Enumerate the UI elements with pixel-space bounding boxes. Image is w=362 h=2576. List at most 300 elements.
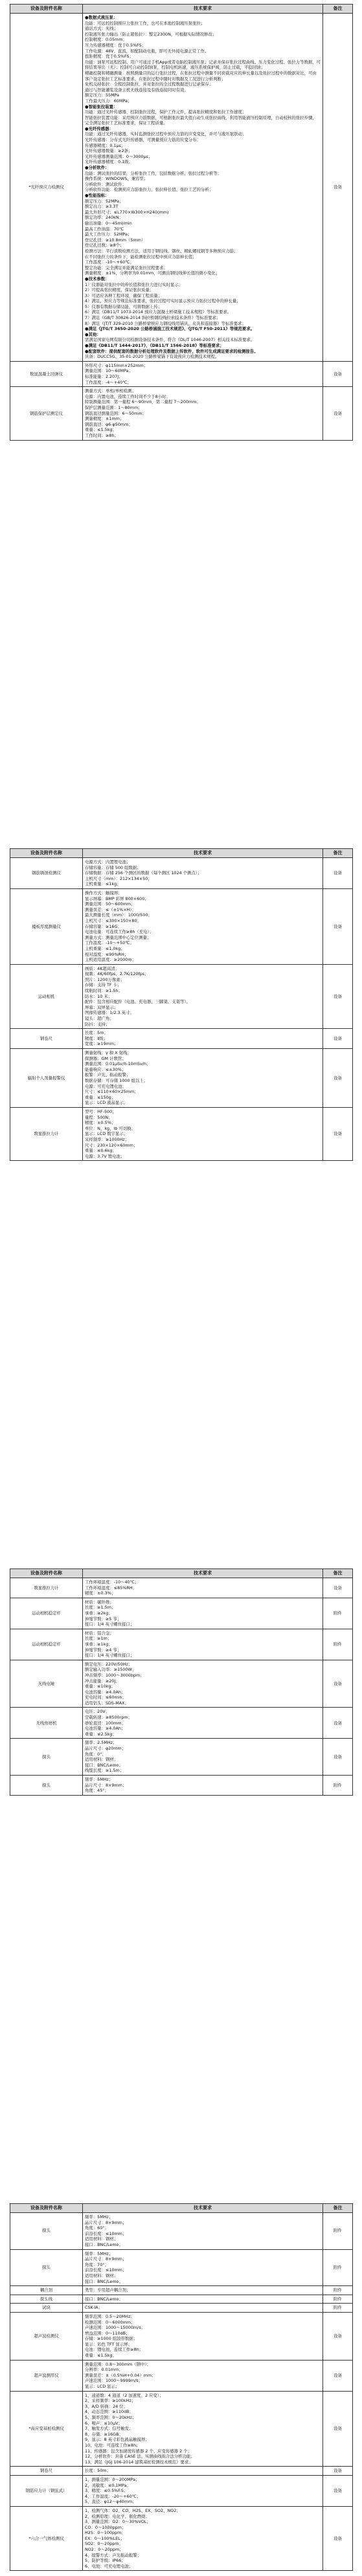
requirement-line: 测量误差：±（0.5%H+0.04）mm； — [85, 2372, 156, 2378]
requirement-line: ●其他： — [85, 331, 101, 337]
item-name-cell: 探头 — [10, 2213, 83, 2250]
requirement-line: 工作电源：48V、直流，如配制动电瓶，即可无外接电源正常工作。 — [85, 48, 209, 54]
requirement-line: 精度：Ⅱ级； — [85, 1035, 108, 1041]
requirement-line: 材质：碳纤维； — [85, 1599, 114, 1605]
item-name-cell: 钢筋保护层测定仪 — [10, 387, 83, 440]
item-name-cell: 运动相机稳定杆 — [10, 1629, 83, 1660]
requirement-line: 宽度：≥19mm； — [85, 1041, 119, 1047]
requirement-line: 显示：LCD 显示； — [85, 2384, 120, 2390]
requirement-line: 尺寸：≤110×60×25mm； — [85, 1089, 139, 1095]
requirement-line: 13、满足《JGJ 106-2014 建筑基桩检测技术规范》要求。 — [85, 2459, 193, 2465]
item-name-cell: *六合一气体检测仪 — [10, 2506, 83, 2571]
item-name-cell: 楼板厚度测量仪 — [10, 888, 83, 964]
requirement-cell — [83, 2391, 323, 2467]
requirement-cell — [83, 2360, 323, 2391]
note-cell: 设备 — [323, 1107, 353, 1160]
requirement-line: 显示：彩色 TFT 显示屏； — [85, 2341, 132, 2347]
requirement-line: 适用材料：钢材； — [85, 1757, 119, 1763]
requirement-line: 尺寸：230×120×60mm； — [85, 1142, 138, 1148]
requirement-line: 晶片尺寸：φ20mm； — [85, 1746, 126, 1752]
requirement-line: 防抖：支持； — [85, 1021, 110, 1027]
note-cell: 设备 — [323, 2467, 353, 2476]
requirement-line: 光纤传感器精度：0.1级； — [85, 159, 133, 165]
requirement-line: 保护层测量范围：1～80mm； — [85, 404, 142, 410]
note-cell: 设备 — [323, 1049, 353, 1108]
requirement-line: ●性能指标： — [85, 193, 109, 198]
requirement-line: 数据存储：可存储 1000 组以上； — [85, 1077, 148, 1083]
requirement-line: 相对湿度：≤90%RH； — [85, 951, 129, 957]
requirement-cell — [83, 2286, 323, 2295]
table-row — [10, 1708, 353, 1739]
requirement-line: 5、直径：φ12～φ40mm； — [85, 2499, 137, 2505]
table-row — [10, 964, 353, 1029]
table-row — [10, 2249, 353, 2286]
requirement-line: 具备：DUCC5G、35-01-2020 公路桥梁锚下有效预应力检测技术规程。 — [85, 354, 220, 360]
requirement-line: 10、电池：可连续工作≥8h； — [85, 2442, 141, 2448]
requirement-cell — [83, 2475, 323, 2506]
requirement-line: 伸缩节数：≥4 节； — [85, 1647, 122, 1653]
requirement-line: 2、检测原理：电化学、催化燃烧； — [85, 2513, 150, 2519]
requirement-line: 电源：可充电锂电池； — [85, 1083, 126, 1089]
requirement-cell — [83, 1660, 323, 1708]
requirement-line: 长度：≥1.5m； — [85, 1605, 116, 1611]
requirement-line: 电池容量：≥4.0Ah； — [85, 1726, 126, 1732]
requirement-line: 功能：油泵可远程控制、用户可通过手机App或者电脑控制液压泵；记录并保存张拉过程曲线、压力变化过程、张拉力等数据，可将结果导出（无）；控制可自动控制油泵，控制电机转速，液压系统保护阀，防止过载，平稳回油； — [85, 59, 321, 71]
requirement-line: 砂轮直径：100mm； — [85, 1720, 126, 1726]
note-cell: 设备 — [323, 1578, 353, 1598]
requirement-line: 控制精度：0.05mm； — [85, 37, 128, 43]
item-name-cell: 钢筋锈蚀检测仪 — [10, 858, 83, 889]
requirement-line: 额定出力：≥3.3T — [85, 204, 119, 210]
requirement-line: 光纤传感器数量：≥2条； — [85, 148, 133, 154]
note-cell: 设备 — [323, 2391, 353, 2467]
requirement-line: 4、动态范围：≥110dB； — [85, 2409, 133, 2415]
note-cell: 设备 — [323, 1660, 353, 1708]
requirement-line: 7、触发方式：信号触发； — [85, 2426, 133, 2432]
table-row — [10, 14, 353, 362]
requirement-line: 1、通道数：4 通道（2 加速度、2 应变）； — [85, 2392, 164, 2398]
requirement-line: 存储数据：存储 256 个测区的数据（每个测区 1024 个测点）； — [85, 870, 202, 876]
requirement-cell — [83, 2249, 323, 2286]
requirement-line: 照片：1200万像素； — [85, 976, 124, 982]
requirement-cell — [83, 2213, 323, 2250]
requirement-line: 能量响应：≤±30%； — [85, 1066, 126, 1072]
table-row — [10, 1578, 353, 1598]
requirement-line: 操作方式：触摸屏； — [85, 890, 122, 896]
requirement-line: 测量范围：0.01μSv/h-10mSv/h； — [85, 1061, 151, 1067]
requirement-line: 通讯方式：无线； — [85, 26, 119, 32]
requirement-line: 重量：≤10kg； — [85, 1684, 115, 1690]
item-name-cell: 试块 — [10, 2304, 83, 2313]
requirement-line: 特别测量范围：第一量程 6～90mm，第二量程 7～200mm； — [85, 399, 201, 405]
requirement-line: 工作环境湿度：≤85%RH； — [85, 1585, 137, 1591]
requirement-line: 重量：≤0.6kg； — [85, 1148, 117, 1154]
requirement-line: 最大工作压力：52MPa； — [85, 232, 132, 237]
requirement-line: 工作温度：-10～+60℃； — [85, 259, 134, 265]
requirement-line: 晶片尺寸：8×9mm； — [85, 1782, 127, 1788]
requirement-line: 测量范围：10～60MPa； — [85, 368, 133, 374]
header-name: 设备及附件名称 — [10, 1569, 83, 1578]
requirement-line: 最大测量长度（mm）：1000/500； — [85, 912, 152, 918]
requirement-line: 最高工作油温：70℃ — [85, 226, 124, 232]
requirement-line: 分析软件功能：检测预应力筋张拉力、张拉伸长值、张拉工艺的分析； — [85, 187, 214, 193]
requirement-line: CSK-IA； — [85, 2305, 102, 2311]
item-name-cell: 钢卷尺 — [10, 1029, 83, 1049]
note-cell: 设备 — [323, 1029, 353, 1049]
requirement-line: 功能：可远控控制预应力张拉工作，也可在本地控制液压泵张拉； — [85, 20, 205, 26]
table-row — [10, 387, 353, 440]
requirement-line: 7）满足《GB/T 30826-2014 斜拉桥钢绞线拉索技术条件》等标准要求； — [85, 315, 221, 321]
item-name-cell: 数显推拉力计 — [10, 1107, 83, 1160]
note-cell: 附件 — [323, 2286, 353, 2295]
requirement-line: 频率范围：0.5～20MHz； — [85, 2313, 135, 2319]
requirement-line: 晶片尺寸：8×9mm； — [85, 2219, 127, 2225]
table-row — [10, 1660, 353, 1708]
note-cell: 设备 — [323, 964, 353, 1029]
requirement-line: 需满足国家电网有限公司检测设备技术条件，符合《DL/T 1046-2007》相关技术标准要求。 — [85, 337, 255, 343]
requirement-line: 角度：60°； — [85, 2225, 109, 2231]
requirement-line: 续航时间：≥1.5h； — [85, 988, 122, 994]
requirement-cell — [83, 2295, 323, 2304]
table-row — [10, 2475, 353, 2506]
requirement-line: 工作温度：-4～+40℃； — [85, 379, 131, 385]
requirement-cell — [83, 2304, 323, 2313]
requirement-line: 工作环境温度：-10～40℃； — [85, 1580, 139, 1585]
requirement-line: 采样频率：≥1000Hz； — [85, 1136, 130, 1142]
requirement-line: 电源：内置电池，连续工作时间不少于8小时； — [85, 393, 170, 399]
requirement-line: 4）满足、预应力等规范标准要求，张拉过程可实时显示预应力张拉过程中的伸长量； — [85, 298, 241, 304]
table-row — [10, 2213, 353, 2250]
header-requirement: 技术要求 — [83, 1569, 323, 1578]
requirement-line: 4、工作温度：-20～+60℃； — [85, 2493, 141, 2499]
requirement-line: 光纤传感器测量范围：0～3000με； — [85, 153, 153, 159]
requirement-cell — [83, 964, 323, 1029]
requirement-cell — [83, 1776, 323, 1796]
requirement-line: 主机尺寸：≤300×150×80； — [85, 918, 141, 923]
requirement-line: 线缆长度：≥1.5m； — [85, 1768, 124, 1774]
requirement-line: 视频：4K/60fps、2.7K/120fps； — [85, 971, 149, 977]
note-cell: 附件 — [323, 1598, 353, 1629]
requirement-line: H2S：0～100ppm； — [85, 2530, 126, 2536]
requirement-line: 钢筋直径测量范围：6～50mm； — [85, 410, 146, 416]
requirement-line: 功能：通过光纤传感器，控制张拉过程，保护工作元件，提高张拉精度和张拉工作速度； — [85, 109, 247, 115]
requirement-line: 2、采样频率：≥100kHz； — [85, 2398, 136, 2404]
note-cell: 设备 — [323, 1739, 353, 1776]
table-header-row — [10, 1569, 353, 1578]
requirement-line: 存储：≥1000 组波形数据； — [85, 2336, 138, 2342]
table-row — [10, 888, 353, 964]
requirement-line: 精度：±0.3%； — [85, 1591, 116, 1596]
requirement-line: 晶片尺寸：8×9mm； — [85, 2256, 127, 2262]
requirement-cell — [83, 1049, 323, 1108]
requirement-line: 接口：1/4 英寸螺丝接口； — [85, 1622, 135, 1627]
requirement-line: 承重：≥2kg； — [85, 1610, 113, 1616]
table-row — [10, 2312, 353, 2360]
requirement-line: ●分析软件： — [85, 165, 109, 171]
header-name: 设备及附件名称 — [10, 2204, 83, 2213]
requirement-line: 接口：1/4 英寸螺丝接口； — [85, 1653, 135, 1658]
note-cell: 附件 — [323, 1629, 353, 1660]
requirement-line: 主机适用温度：≥2000m； — [85, 957, 136, 963]
requirement-line: 光纤传感器：分布式光纤传感器，可测量预应力筋的应变分布； — [85, 137, 201, 143]
requirement-line: 最大外形尺寸：≤L770×W300×H240(mm) — [85, 209, 169, 215]
requirement-line: 声速范围：1000～9999m/s； — [85, 2378, 142, 2384]
requirement-line: 空载转速：≥8500rpm； — [85, 1715, 132, 1721]
requirement-line: 承重：≥1kg； — [85, 1641, 113, 1647]
requirement-line: 电压：20V； — [85, 1709, 110, 1715]
requirement-line: 2）可提高张拉精度，保证张拉质量； — [85, 287, 154, 293]
requirement-line: 免机反持张拉：全程控制张拉，并对张拉的全过程数据进行记录保存； — [85, 82, 214, 87]
table-header-row — [10, 2204, 353, 2213]
header-name: 设备及附件名称 — [10, 5, 83, 14]
requirement-line: 存储：支持 TF 卡； — [85, 982, 122, 988]
header-note: 备注 — [323, 1569, 353, 1578]
requirement-line: 登记孔径：≥10.8mm（5mm） — [85, 237, 146, 243]
requirement-cell — [83, 1598, 323, 1629]
requirement-cell — [83, 2506, 323, 2571]
requirement-line: 电源方式：内置锂电池； — [85, 859, 131, 864]
requirement-line: 功能：测试张拉的结果，分析张拉工作，包括数据分析、张拉过程分析等； — [85, 170, 221, 176]
item-name-cell: 探头 — [10, 2249, 83, 2286]
requirement-line: 分析软件：测试软件； — [85, 181, 126, 187]
requirement-line: 智能张拉装置功能：采用预应力筋数据，可根据张拉最大值自动生成张拉曲线，利用智能液压控制原理，自动校核的张拉步骤，完全满足张拉工艺标准要求，保证工程质量。 — [85, 115, 317, 126]
requirement-line: 角度：70°； — [85, 2262, 109, 2267]
note-cell: 设备 — [323, 2506, 353, 2571]
header-requirement: 技术要求 — [83, 2204, 323, 2213]
item-name-cell: 无线角磨机 — [10, 1708, 83, 1739]
note-cell: 设备 — [323, 361, 353, 386]
item-name-cell: 探头 — [10, 1776, 83, 1796]
requirement-line: 工作最大压力：60MPa； — [85, 98, 132, 104]
requirement-line: 显示：LCD 数字显示； — [85, 1131, 128, 1137]
requirement-line: 3、测量范围：O2：0～30%VOL； — [85, 2519, 151, 2525]
requirement-line: 工作温度：-10～+50℃； — [85, 940, 134, 946]
requirement-line: 角度：0°； — [85, 1751, 106, 1757]
note-cell: 附件 — [323, 2295, 353, 2304]
requirement-line: 1、检测气体：O2、CO、H2S、EX、SO2、NO2； — [85, 2507, 181, 2513]
requirement-line: 画质：4K超高清； — [85, 965, 119, 971]
requirement-line: 报警：声光、振动报警； — [85, 1072, 131, 1078]
requirement-line: 频率：5MHz； — [85, 1777, 113, 1782]
header-note: 备注 — [323, 5, 353, 14]
requirement-cell — [83, 888, 323, 964]
header-note: 备注 — [323, 849, 353, 858]
requirement-line: 接口：BNC/Lemo； — [85, 2241, 123, 2247]
requirement-line: 测量误差：≤（±1%×H）； — [85, 907, 136, 912]
requirement-line: 1、测量范围：0～200MPa； — [85, 2476, 140, 2482]
requirement-cell — [83, 2312, 323, 2360]
requirement-cell — [83, 858, 323, 889]
requirement-line: 工作时间：≥8h； — [85, 432, 119, 438]
requirement-line: 增益范围：0～110dB； — [85, 2330, 130, 2336]
requirement-line: 重量：≤1.5kg； — [85, 427, 117, 433]
table-row — [10, 2295, 353, 2304]
table-row — [10, 1049, 353, 1108]
requirement-line: 额定功率：240kN； — [85, 215, 124, 221]
requirement-line: 分辨率：0.01mm； — [85, 2367, 123, 2373]
requirement-line: 长度：≥1m； — [85, 1636, 112, 1642]
note-cell: 附件 — [323, 2304, 353, 2313]
table-row — [10, 1598, 353, 1629]
requirement-line: 单位：N、kg、lb 可切换； — [85, 1125, 135, 1131]
note-cell: 设备 — [323, 14, 353, 362]
header-requirement: 技术要求 — [83, 5, 323, 14]
requirement-cell — [83, 1107, 323, 1160]
requirement-line: 图像传感器：1/2.3 英寸； — [85, 1010, 134, 1016]
requirement-cell — [83, 2467, 323, 2476]
requirement-line: 标准能量：2.207J； — [85, 374, 123, 379]
item-name-cell: 数显混凝土回弹仪 — [10, 361, 83, 386]
requirement-line: 显示屏幕：BMP 彩屏 800×600； — [85, 896, 149, 901]
requirement-line: 测量精度：±1%，分辨率为0.01mm，可测出钢绞线伸长值的微小变化； — [85, 270, 220, 276]
requirement-line: 频率：2.5MHz； — [85, 1740, 117, 1746]
item-name-cell: 数显推拉力计 — [10, 1578, 83, 1598]
note-cell: 设备 — [323, 387, 353, 440]
item-name-cell: 超声波测厚仪 — [10, 2360, 83, 2391]
requirement-line: 测量精度：±1mm； — [85, 416, 124, 422]
requirement-line: ●光纤传感器： — [85, 126, 113, 131]
requirement-line: 额定输入功率：≥1500W； — [85, 1667, 137, 1673]
item-name-cell: 探头 — [10, 1739, 83, 1776]
requirement-line: CO：0～1000ppm； — [85, 2524, 126, 2530]
requirement-line: 接口：BNC/Lemo； — [85, 2296, 123, 2302]
header-name: 设备及附件名称 — [10, 849, 83, 858]
table-row — [10, 1029, 353, 1049]
requirement-line: 测量范围：50～600mm； — [85, 901, 135, 907]
requirement-line: 重量：≤2.5kg； — [85, 1731, 117, 1737]
requirement-line: 6、电池：可充电锂电池； — [85, 2563, 133, 2569]
note-cell: 设备 — [323, 2360, 353, 2391]
header-note: 备注 — [323, 2204, 353, 2213]
requirement-line: 测量范围：0.8～300mm（钢中）； — [85, 2361, 151, 2367]
requirement-line: 整定功能：完全满足并能满足张拉过程要求； — [85, 265, 168, 270]
item-name-cell: 辐射个人剂量报警仪 — [10, 1049, 83, 1108]
requirement-line: 电池：锂电池，连续工作≥8h； — [85, 2347, 144, 2353]
requirement-line: 功能：通过光纤传感器，实时监测张拉过程中预应力筋的应变变化，并可与液压泵联动； — [85, 131, 247, 137]
requirement-line: 11、传感器：包含加速度传感器 2 个、应变传感器 2 个； — [85, 2448, 192, 2454]
requirement-line: 测量方式：单相/单相检测； — [85, 388, 136, 394]
table-header-row — [10, 849, 353, 858]
table-row — [10, 2360, 353, 2391]
spec-table-3 — [10, 1569, 353, 1796]
item-name-cell: *光纤预应力检测仪 — [10, 14, 83, 362]
requirement-line: 适用钻头：SDS-MAX； — [85, 1700, 129, 1706]
requirement-cell — [83, 387, 323, 440]
spec-table-2 — [10, 848, 353, 1161]
requirement-line: 登记孔径数：≥8个； — [85, 243, 124, 248]
requirement-line: 9、显示：8 英寸彩色液晶触摸屏； — [85, 2437, 150, 2443]
requirement-line: 频率：5MHz； — [85, 2251, 113, 2256]
requirement-line: 适用材料：钢材； — [85, 2236, 119, 2242]
requirement-line: 电池容量：≥4.0Ah； — [85, 1689, 126, 1695]
requirement-line: 充电时间：≤60min； — [85, 1695, 126, 1701]
requirement-line: 电源：3.7V 锂电池； — [85, 1153, 125, 1159]
requirement-line: 6）满足《DB11/T 1073-2014 预应力混凝土桥梁施工技术规程》等标准要求。 — [85, 309, 232, 315]
requirement-line: 声速范围：1000～15000m/s； — [85, 2325, 146, 2331]
requirement-line: 前沿长度：≤10mm； — [85, 2230, 127, 2236]
spec-table-4 — [10, 2203, 353, 2571]
requirement-line: 外形尺寸：φ115mm×252mm； — [85, 362, 148, 368]
requirement-line: ●数据式液压泵： — [85, 15, 118, 20]
requirement-line: EX：0～100%LEL； — [85, 2535, 125, 2541]
requirement-line: 扭矩精度：优于0.5%FS； — [85, 54, 133, 60]
table-row — [10, 2304, 353, 2313]
requirement-cell — [83, 1029, 323, 1049]
requirement-line: 防水：10 米； — [85, 993, 113, 999]
note-cell: 设备 — [323, 1708, 353, 1739]
requirement-line: 额定压力：55MPa — [85, 93, 120, 98]
requirement-cell — [83, 1578, 323, 1598]
requirement-line: 压力传感器精度：优于0.5%FS； — [85, 42, 146, 48]
requirement-line: 前沿长度：≤10mm； — [85, 2267, 127, 2273]
requirement-line: 长度：50m； — [85, 2468, 111, 2474]
item-name-cell: 超声波检测仪 — [10, 2312, 83, 2360]
requirement-line: 长度：5m； — [85, 1030, 108, 1036]
requirement-line: 类型：专用超声耦合剂； — [85, 2287, 131, 2293]
requirement-line: ●智能张拉装置： — [85, 104, 118, 109]
requirement-line: ●配套软件：提供配套的数据分析处理软件及数据上传软件，软件可生成满足要求的检测报告。 — [85, 348, 258, 354]
requirement-line: 测量方式：测量范围中心定位测量； — [85, 934, 152, 940]
table-row — [10, 2467, 353, 2476]
requirement-line: 输出油量：0～45ml/min — [85, 220, 132, 226]
spec-table-1 — [10, 4, 353, 441]
requirement-line: 在不同张拉力的条件下，能检测张拉过程中预应力筋伸长值； — [85, 254, 197, 259]
note-cell: 设备 — [323, 858, 353, 889]
requirement-line: 冲击能量：≥20J； — [85, 1678, 120, 1684]
requirement-line: 配件：包含相应配件（电池、充电器、三脚架、支架等）。 — [85, 999, 190, 1005]
requirement-line: 主机重量：≤1.0kg； — [85, 945, 125, 951]
item-name-cell: 耦合剂 — [10, 2286, 83, 2295]
requirement-line: SO2：0～20ppm； — [85, 2541, 123, 2547]
item-name-cell: 钢筋应力计（钢弦式） — [10, 2475, 83, 2506]
requirement-line: 伸缩节数：≥5 节； — [85, 1616, 122, 1622]
requirement-line: 量程：500N； — [85, 1114, 113, 1120]
requirement-line: ●满足《DB11/T 1444-2017》、《DB11/T 1566-2018》等标准要求； — [85, 343, 224, 349]
requirement-line: 控制液压张力输出（防止超张拉）：整定2300N，可根据实际情况修改； — [85, 31, 217, 37]
requirement-line: 测量射线：γ 和 X 射线； — [85, 1050, 131, 1055]
requirement-line: 精确控制和精确测量：按照测量目的运行张拉过程，在张拉过程中测量不同荷载对应的伸长量以及张拉过程中的数据对比，可由客户设定张拉工艺标准要求、在张拉过程中随时对数据及工况进行分析判断； — [85, 70, 317, 82]
requirement-line: 频率：5MHz； — [85, 2214, 113, 2219]
requirement-cell — [83, 1708, 323, 1739]
requirement-line: 2、灵敏度：≤0.1MPa； — [85, 2482, 131, 2488]
requirement-line: 材质：铝合金； — [85, 1630, 114, 1636]
note-cell: 设备 — [323, 888, 353, 964]
item-name-cell: 钢卷尺 — [10, 2467, 83, 2476]
header-requirement: 技术要求 — [83, 849, 323, 858]
requirement-line: 适用材料：钢材； — [85, 2273, 119, 2278]
requirement-cell — [83, 14, 323, 362]
requirement-line: 12、分析软件：具备 CASE 法、实测曲线拟合法分析功能； — [85, 2454, 195, 2460]
requirement-line: 角度：45°； — [85, 1788, 109, 1794]
requirement-line: 4、报警方式：声光振动报警； — [85, 2552, 142, 2558]
requirement-line: 接口：BNC/Lemo； — [85, 1762, 123, 1768]
requirement-line: 主机尺寸（mm）：212×134×50； — [85, 875, 152, 881]
table-row — [10, 1629, 353, 1660]
table-row — [10, 2286, 353, 2295]
requirement-line: 3）可适应各种工程环境，确保工程质量； — [85, 292, 163, 298]
requirement-line: 额定电压：220V/50Hz； — [85, 1661, 133, 1667]
requirement-line: NO2：0～20ppm； — [85, 2547, 124, 2553]
requirement-line: 主机重量：≤1kg； — [85, 881, 121, 887]
table-row — [10, 1107, 353, 1160]
requirement-line: 3、精度：≤0.5%F.S； — [85, 2488, 128, 2494]
requirement-line: 显示：LCD 液晶显示； — [85, 1100, 128, 1106]
requirement-line: 传感器精度：0.1με； — [85, 142, 126, 148]
requirement-line: 5、频率范围：0～20kHz； — [85, 2415, 137, 2420]
requirement-line: 电池电量：可连续工作≥8h（充电）； — [85, 929, 154, 935]
table-row — [10, 1776, 353, 1796]
requirement-line: 额定压力：52MPa； — [85, 198, 124, 204]
